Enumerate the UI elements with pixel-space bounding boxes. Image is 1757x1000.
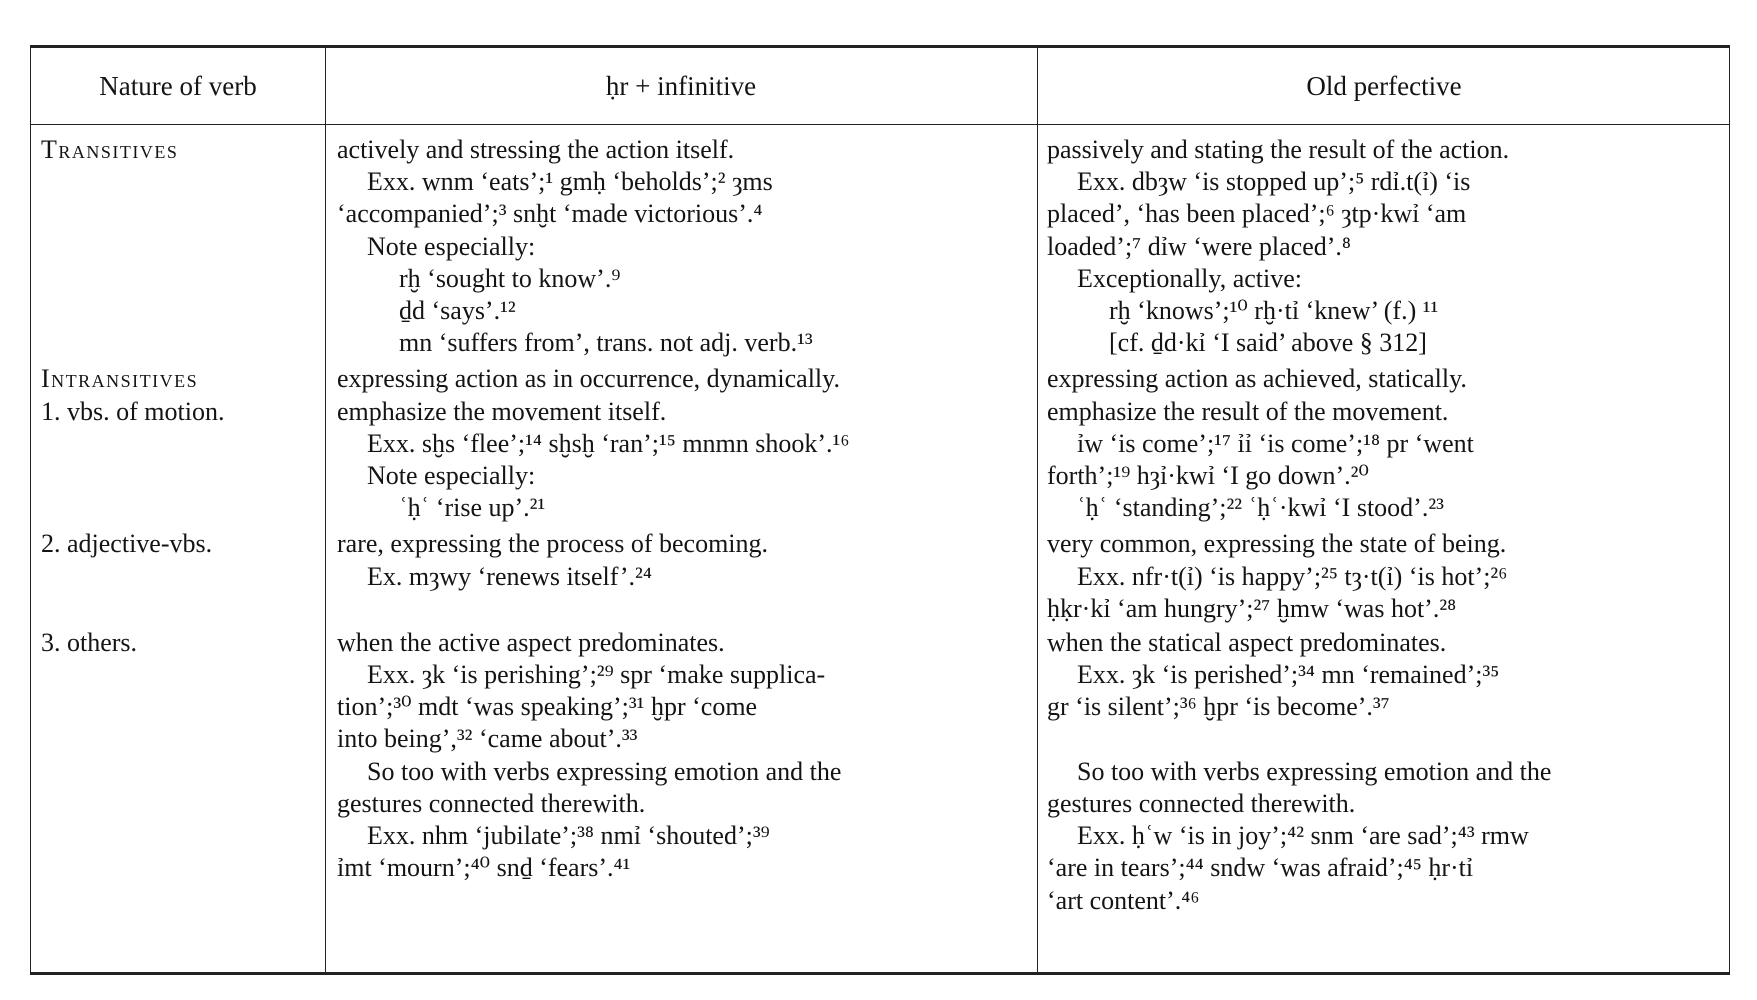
text-line: into being’,³² ‘came about’.³³ [337, 724, 638, 754]
text-line: Exx. dbȝw ‘is stopped up’;⁵ rdỉ.t(ỉ) ‘is [1077, 167, 1471, 197]
text-line: rḫ ‘knows’;¹⁰ rḫ·tỉ ‘knew’ (f.) ¹¹ [1109, 296, 1439, 326]
text-line: ỉw ‘is come’;¹⁷ ỉỉ ‘is come’;¹⁸ pr ‘went [1077, 428, 1474, 458]
text-line: ḥḳr·kỉ ‘am hungry’;²⁷ ḫmw ‘was hot’.²⁸ [1047, 593, 1457, 623]
column-divider-1 [325, 48, 326, 972]
text-line: placed’, ‘has been placed’;⁶ ȝtp·kwỉ ‘am [1047, 199, 1467, 229]
text-line: Exx. wnm ‘eats’;¹ gmḥ ‘beholds’;² ȝms [367, 167, 773, 197]
text-line: gestures connected therewith. [337, 788, 646, 818]
nature-column [41, 134, 321, 659]
text-line: [cf. ḏd·kỉ ‘I said’ above § 312] [1109, 328, 1427, 358]
column-divider-2 [1037, 48, 1038, 972]
label-motion: 1. vbs. of motion. [41, 396, 225, 426]
text-line: Exceptionally, active: [1077, 263, 1302, 293]
text-line: ‘art content’.⁴⁶ [1047, 885, 1200, 915]
text-line: emphasize the result of the movement. [1047, 396, 1449, 426]
text-line: Note especially: [367, 231, 536, 261]
text-line: ḏd ‘says’.¹² [399, 296, 516, 326]
text-line: tion’;³⁰ mdt ‘was speaking’;³¹ ḫpr ‘come [337, 692, 758, 722]
text-line: Exx. sḫs ‘flee’;¹⁴ sḫsḫ ‘ran’;¹⁵ mnmn shook’.¹⁶ [367, 428, 850, 458]
text-line: ʿḥʿ ‘rise up’.²¹ [399, 493, 546, 523]
text-line: ỉmt ‘mourn’;⁴⁰ snḏ ‘fears’.⁴¹ [337, 853, 631, 883]
header-old-perfective: Old perfective [1306, 70, 1462, 101]
label-intransitives: Intransitives [41, 364, 199, 394]
text-line: So too with verbs expressing emotion and the [367, 756, 842, 786]
text-line: So too with verbs expressing emotion and the [1077, 756, 1552, 786]
header-rule [31, 124, 1729, 125]
text-line: rḫ ‘sought to know’.⁹ [399, 263, 621, 293]
header-nature-of-verb: Nature of verb [99, 70, 257, 101]
label-adjective: 2. adjective-vbs. [41, 529, 213, 559]
text-line: Exx. ḥʿw ‘is in joy’;⁴² snm ‘are sad’;⁴³ rmw [1077, 821, 1529, 851]
text-line: ‘accompanied’;³ snḫt ‘made victorious’.⁴ [337, 199, 763, 229]
text-line: gestures connected therewith. [1047, 789, 1356, 819]
text-line: mn ‘suffers from’, trans. not adj. verb.¹³ [399, 328, 813, 358]
text-line: forth’;¹⁹ hȝỉ·kwỉ ‘I go down’.²⁰ [1047, 461, 1369, 491]
grammar-table [30, 45, 1730, 975]
text-line: expressing action as achieved, statically. [1047, 364, 1467, 394]
text-line: ‘are in tears’;⁴⁴ sndw ‘was afraid’;⁴⁵ ḥr·tỉ [1047, 853, 1474, 883]
perfective-column [1047, 134, 1721, 917]
text-line: actively and stressing the action itself. [337, 135, 735, 164]
text-line: rare, expressing the process of becoming. [337, 529, 769, 559]
text-line: passively and stating the result of the action. [1047, 135, 1510, 164]
text-line: gr ‘is silent’;³⁶ ḫpr ‘is become’.³⁷ [1047, 692, 1390, 722]
text-line: when the statical aspect predominates. [1047, 628, 1447, 658]
text-line: ʿḥʿ ‘standing’;²² ʿḥʿ·kwỉ ‘I stood’.²³ [1077, 493, 1444, 523]
text-line: expressing action as in occurrence, dynamically. [337, 364, 840, 394]
text-line: Exx. ȝk ‘is perishing’;²⁹ spr ‘make supplica- [367, 660, 826, 690]
text-line: Exx. ȝk ‘is perished’;³⁴ mn ‘remained’;³⁵ [1077, 660, 1500, 690]
label-transitives: Transitives [41, 135, 179, 164]
text-line: very common, expressing the state of being. [1047, 529, 1507, 559]
header-hr-infinitive: ḥr + infinitive [605, 70, 757, 101]
text-line: loaded’;⁷ dỉw ‘were placed’.⁸ [1047, 231, 1351, 261]
text-line: emphasize the movement itself. [337, 396, 667, 426]
text-line: Note especially: [367, 461, 536, 491]
text-line: when the active aspect predominates. [337, 627, 725, 657]
label-others: 3. others. [41, 627, 138, 657]
infinitive-column [337, 134, 1027, 884]
text-line: Exx. nfr·t(ỉ) ‘is happy’;²⁵ tȝ·t(ỉ) ‘is hot’;²⁶ [1077, 561, 1508, 591]
text-line: Ex. mȝwy ‘renews itself’.²⁴ [367, 561, 652, 591]
text-line: Exx. nhm ‘jubilate’;³⁸ nmỉ ‘shouted’;³⁹ [367, 821, 770, 851]
